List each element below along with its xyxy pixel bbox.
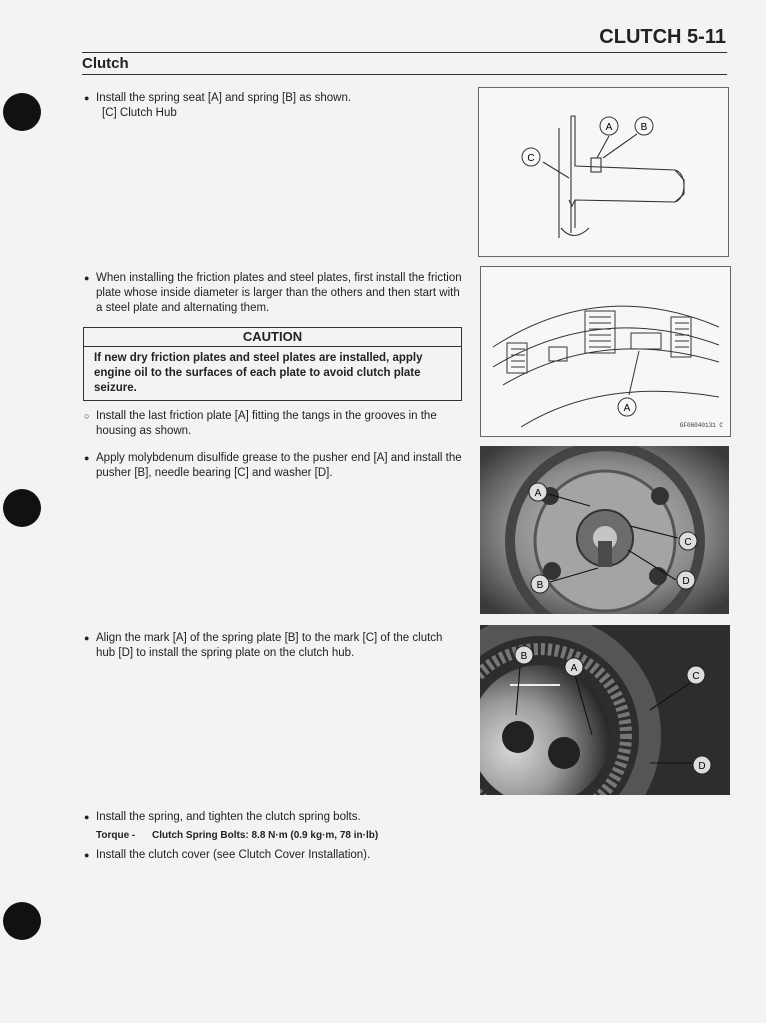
punch-hole-top bbox=[3, 93, 41, 131]
pusher-photo-drawing bbox=[480, 446, 729, 614]
callout-label: A bbox=[570, 663, 578, 674]
callout-label: B bbox=[640, 122, 648, 133]
callout-c bbox=[679, 532, 697, 550]
friction-plate-drawing bbox=[481, 267, 730, 436]
callout-d bbox=[693, 756, 711, 774]
step-last-friction-plate bbox=[84, 409, 462, 439]
figure-friction-plate bbox=[480, 266, 731, 437]
callout-label: C bbox=[684, 537, 692, 548]
callout-label: A bbox=[605, 122, 613, 133]
callout-a bbox=[618, 398, 636, 416]
bullet-icon: ● bbox=[84, 633, 90, 643]
caution-text: If new dry friction plates and steel plates are installed, apply engine oil to the surfaces of each plate to avoid clutch plate seizure. bbox=[94, 352, 423, 394]
step-text: Align the mark [A] of the spring plate [B] to the mark [C] of the clutch hub [D] to install the spring plate on the clutch hub. bbox=[96, 632, 443, 659]
callout-c bbox=[687, 666, 705, 684]
callout-label: D bbox=[698, 761, 706, 772]
caution-title: CAUTION bbox=[84, 328, 461, 347]
chapter-title: CLUTCH 5-11 bbox=[599, 26, 726, 48]
bullet-icon: ● bbox=[84, 812, 90, 822]
callout-a bbox=[600, 117, 618, 135]
callout-d bbox=[677, 571, 695, 589]
callout-label: A bbox=[623, 403, 631, 414]
bullet-icon: ● bbox=[84, 453, 90, 463]
step-spring-seat bbox=[84, 91, 462, 121]
callout-b bbox=[635, 117, 653, 135]
step-text: Install the last friction plate [A] fitting the tangs in the grooves in the housing as shown. bbox=[96, 410, 437, 437]
step-text: Install the spring, and tighten the clutch spring bolts. bbox=[96, 811, 361, 823]
callout-c bbox=[522, 148, 540, 166]
header-rule bbox=[82, 52, 727, 53]
step-install-spring bbox=[84, 810, 462, 825]
callout-label: B bbox=[520, 651, 528, 662]
caution-box bbox=[83, 327, 462, 401]
step-text: Apply molybdenum disulfide grease to the pusher end [A] and install the pusher [B], needle bearing [C] and washer [D]. bbox=[96, 452, 462, 479]
figure-code: GF06040131 C bbox=[679, 422, 723, 429]
torque-value: Clutch Spring Bolts: 8.8 N·m (0.9 kg·m, 78 in·lb) bbox=[152, 830, 379, 841]
photo-pusher bbox=[480, 446, 729, 614]
callout-label: A bbox=[534, 488, 542, 499]
callout-label: D bbox=[682, 576, 690, 587]
punch-hole-bottom bbox=[3, 902, 41, 940]
step-text: Install the clutch cover (see Clutch Cover Installation). bbox=[96, 849, 371, 861]
punch-hole-middle bbox=[3, 489, 41, 527]
step-pusher-grease bbox=[84, 451, 462, 481]
bullet-icon: ● bbox=[84, 273, 90, 283]
callout-b bbox=[531, 575, 549, 593]
step-friction-plates bbox=[84, 271, 462, 316]
step-text: Install the spring seat [A] and spring [B] as shown. bbox=[96, 92, 352, 104]
callout-label: C bbox=[527, 153, 535, 164]
bullet-icon: ○ bbox=[84, 411, 90, 421]
torque-spec bbox=[96, 830, 378, 841]
photo-spring-plate bbox=[480, 625, 730, 795]
callout-label: C bbox=[692, 671, 700, 682]
torque-label: Torque - bbox=[96, 830, 136, 841]
spring-plate-photo-drawing bbox=[480, 625, 730, 795]
callout-a bbox=[565, 658, 583, 676]
step-align-mark bbox=[84, 631, 462, 661]
figure-spring-seat bbox=[478, 87, 729, 257]
section-title: Clutch bbox=[82, 55, 129, 72]
step-install-cover bbox=[84, 848, 462, 863]
callout-label: B bbox=[536, 580, 544, 591]
step-subtext: [C] Clutch Hub bbox=[102, 107, 177, 119]
step-text: When installing the friction plates and steel plates, first install the friction plate whose inside diameter is larger than the others and then start with a steel plate and alternating them. bbox=[96, 272, 462, 314]
spring-seat-drawing bbox=[479, 88, 728, 256]
callout-a bbox=[529, 483, 547, 501]
callout-b bbox=[515, 646, 533, 664]
bullet-icon: ● bbox=[84, 850, 90, 860]
section-rule bbox=[82, 74, 727, 75]
bullet-icon: ● bbox=[84, 93, 90, 103]
